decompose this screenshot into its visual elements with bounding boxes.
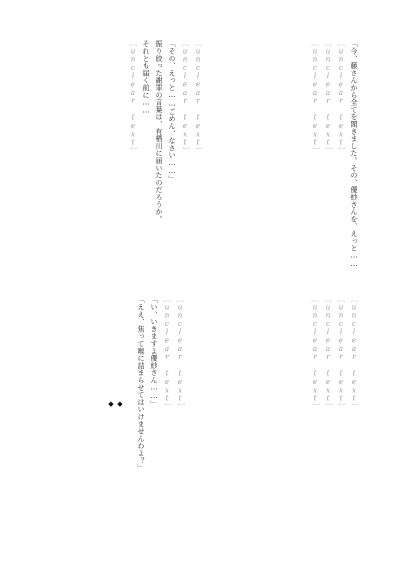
paragraph: ［unclear text］ xyxy=(163,296,171,411)
paragraph: ［unclear text］ xyxy=(350,296,358,411)
paragraph: ［unclear text］ xyxy=(337,40,345,155)
paragraph: ［unclear text］ xyxy=(194,40,202,155)
lower-left-text-block xyxy=(26,296,186,531)
paragraph: 振り絞った謝罪の言葉は、有栖川に届いたのだろうか。 xyxy=(155,40,163,223)
paragraph: ［unclear text］ xyxy=(176,296,184,411)
paragraph: ［unclear text］ xyxy=(324,40,332,155)
paragraph: ［unclear text］ xyxy=(324,296,332,411)
paragraph: それとも届く前に…… xyxy=(142,40,150,115)
diamond-icon: ◆ xyxy=(107,400,115,408)
lower-right-text-block xyxy=(200,296,360,531)
paragraph: ［unclear text］ xyxy=(129,40,137,155)
diamond-icon: ◆ xyxy=(116,400,124,408)
paragraph: ［unclear text］ xyxy=(181,40,189,155)
paragraph: 「今、藤さんから全てを聞きました。その、優紗さんを、えっと…… xyxy=(350,40,358,269)
paragraph: ［unclear text］ xyxy=(337,296,345,411)
paragraph: 「その、えっと……ごめん、なさい……」 xyxy=(168,40,176,183)
paragraph: 「ええ、焦って喉に詰まらせてはいけませんわよ？」 xyxy=(137,296,145,472)
upper-left-text-block xyxy=(34,40,204,270)
paragraph: 「い、いきますよ優紗さん……」 xyxy=(150,296,158,408)
upper-right-text-block xyxy=(220,40,360,270)
paragraph: ［unclear text］ xyxy=(311,296,319,411)
paragraph: ［unclear text］ xyxy=(311,40,319,155)
